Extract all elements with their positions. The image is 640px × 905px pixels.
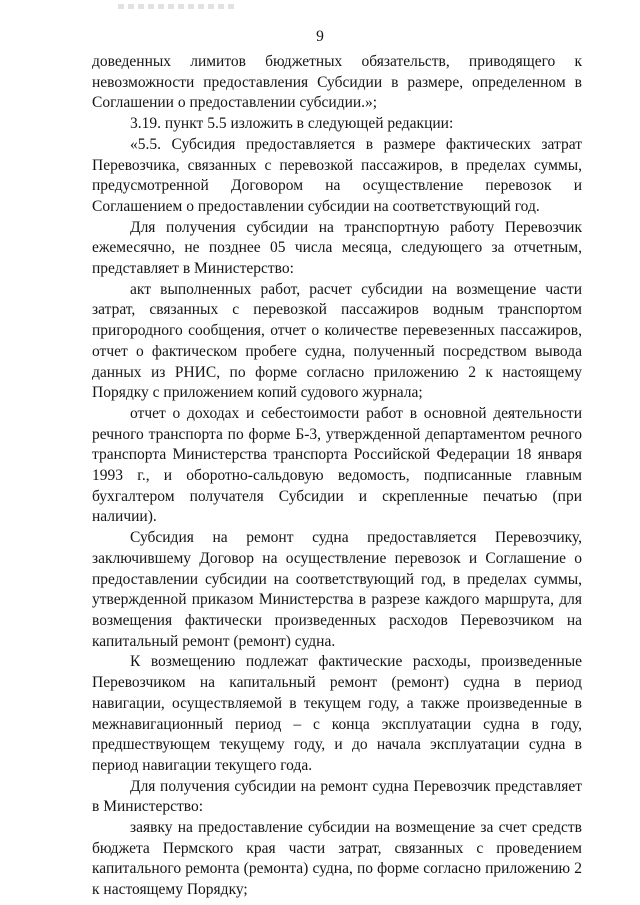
paragraph-clause-5-5: «5.5. Субсидия предоставляется в размере фактических затрат Перевозчика, связанных с перевозкой пассажиров, в пределах суммы, предусмотренной Договором на осуществление перевозок и Соглашением о предоставлении субсидии на соответствующий год.: [92, 135, 582, 215]
document-body: [92, 52, 582, 901]
paragraph-transport-subsidy: Для получения субсидии на транспортную работу Перевозчик ежемесячно, не позднее 05 числа месяца, следующего за отчетным, представляет в Министерство:: [92, 218, 582, 278]
paragraph-clause-3-19: 3.19. пункт 5.5 изложить в следующей редакции:: [130, 115, 454, 133]
paragraph-repair-application: Для получения субсидии на ремонт судна Перевозчик представляет в Министерство:: [92, 777, 582, 816]
paragraph-application-form: заявку на предоставление субсидии на возмещение за счет средств бюджета Пермского края части затрат, связанных с проведением капитального ремонта (ремонта) судна, по форме согласно приложению 2 к настоящему Порядку;: [92, 819, 582, 899]
page-number: 9: [316, 28, 324, 45]
paragraph-continuation: доведенных лимитов бюджетных обязательств, приводящего к невозможности предоставления Субсидии в размере, определенном в Соглашении о предоставлении субсидии.»;: [92, 53, 582, 112]
paragraph-act-of-work: акт выполненных работ, расчет субсидии на возмещение части затрат, связанных с перевозкой пассажиров водным транспортом пригородного сообщения, отчет о количестве перевезенных пассажиров, отчет о фактическом пробеге судна, полученный посредством вывода данных из РНИС, по форме согласно приложению 2 к настоящему Порядку с приложением копий судового журнала;: [92, 280, 582, 402]
scan-artifact: [118, 4, 238, 9]
paragraph-reimbursable-expenses: К возмещению подлежат фактические расходы, произведенные Перевозчиком на капитальный ремонт (ремонт) судна в период навигации, осуществляемой в текущем году, а также произведенные в межнавигационный период – с конца эксплуатации судна в году, предшествующем текущему году, и до начала эксплуатации судна в период навигации текущего года.: [92, 653, 582, 774]
paragraph-income-report: отчет о доходах и себестоимости работ в основной деятельности речного транспорта по форме Б-3, утвержденной департаментом речного транспорта Министерства транспорта Российской Федерации 18 января 1993 г., и оборотно-сальдовую ведомость, подписанные главным бухгалтером получателя Субсидии и скрепленные печатью (при наличии).: [92, 404, 582, 526]
paragraph-repair-subsidy: Субсидия на ремонт судна предоставляется Перевозчику, заключившему Договор на осуществление перевозок и Соглашение о предоставлении субсидии на соответствующий год, в пределах суммы, утвержденной приказом Министерства в разрезе каждого маршрута, для возмещения фактически произведенных расходов Перевозчиком на капитальный ремонт (ремонт) судна.: [92, 529, 582, 650]
